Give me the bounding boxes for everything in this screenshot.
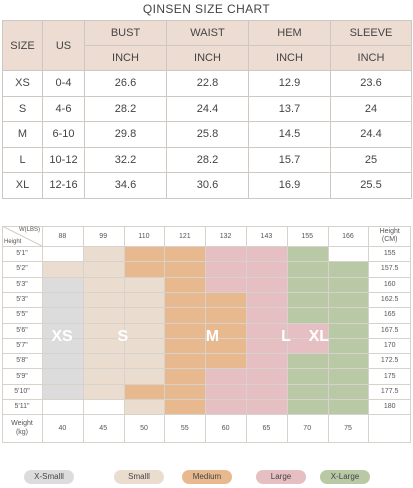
table-cell: M <box>3 122 43 148</box>
table-row <box>3 147 412 173</box>
weight-kg-label: 40 <box>58 424 67 432</box>
zone-cell-xs <box>42 292 83 308</box>
zone-cell-l <box>246 277 287 293</box>
table-cell: 12.9 <box>249 71 331 97</box>
zone-cell-xl <box>328 399 369 415</box>
zone-cell-s <box>83 384 124 400</box>
grid-line <box>2 292 411 293</box>
weight-lbs-label: 166 <box>342 232 354 240</box>
corner-height-label: Height <box>4 239 22 245</box>
zone-cell-l <box>246 353 287 369</box>
table-cell: 28.2 <box>85 96 167 122</box>
zone-cell-m <box>205 353 246 369</box>
zone-cell-l <box>205 261 246 277</box>
table-cell: 24.4 <box>167 96 249 122</box>
height-ft-label: 5'11" <box>14 403 30 411</box>
zone-cell-xs <box>42 384 83 400</box>
zone-cell-m <box>205 307 246 323</box>
table-cell: 25.5 <box>331 173 412 199</box>
table-cell: 16.9 <box>249 173 331 199</box>
table-cell: L <box>3 147 43 173</box>
table-cell: S <box>3 96 43 122</box>
table-cell: 25.8 <box>167 122 249 148</box>
height-ft-label: 5'6" <box>16 326 28 334</box>
zone-cell-xl <box>328 307 369 323</box>
zone-cell-s <box>83 292 124 308</box>
weight-lbs-label: 143 <box>260 232 273 240</box>
table-cell: 14.5 <box>249 122 331 148</box>
zone-cell-xl <box>328 384 369 400</box>
zone-cell-m <box>124 261 165 277</box>
table-cell: 0-4 <box>43 71 85 97</box>
grid-line <box>2 399 411 400</box>
zone-cell-s <box>83 353 124 369</box>
zone-cell-m <box>164 277 205 293</box>
weight-kg-label: 50 <box>140 424 148 432</box>
zone-cell-xl <box>287 292 328 308</box>
zone-cell-s <box>83 307 124 323</box>
grid-line <box>2 246 411 247</box>
grid-line <box>2 368 411 369</box>
zone-cell-l <box>205 246 246 262</box>
zone-label-l: L <box>281 328 291 346</box>
table-cell: XS <box>3 71 43 97</box>
height-ft-label: 5'10" <box>14 387 30 395</box>
weight-kg-label: 55 <box>180 424 189 432</box>
height-ft-label: 5'1" <box>16 250 28 258</box>
header-us: US <box>43 21 85 71</box>
zone-cell-l <box>246 384 287 400</box>
grid-line <box>2 353 411 354</box>
zone-cell-m <box>205 292 246 308</box>
header-waist: WAIST <box>167 21 249 46</box>
grid-line <box>164 226 165 442</box>
height-ft-label: 5'5" <box>16 311 28 319</box>
height-cm-label: 162.5 <box>380 296 399 304</box>
zone-cell-xl <box>287 353 328 369</box>
table-cell: 15.7 <box>249 147 331 173</box>
zone-cell-l <box>246 246 287 262</box>
table-cell: 25 <box>331 147 412 173</box>
table-cell: 24.4 <box>331 122 412 148</box>
table-cell: 29.8 <box>85 122 167 148</box>
table-cell: 28.2 <box>167 147 249 173</box>
table-cell: 34.6 <box>85 173 167 199</box>
unit-waist: INCH <box>167 46 249 71</box>
table-row <box>3 96 412 122</box>
zone-cell-xl <box>328 368 369 384</box>
zone-cell-m <box>164 353 205 369</box>
weight-lbs-label: 132 <box>219 232 232 240</box>
table-cell: 23.6 <box>331 71 412 97</box>
table-cell: 13.7 <box>249 96 331 122</box>
zone-cell-xs <box>42 368 83 384</box>
zone-cell-l <box>246 292 287 308</box>
height-cm-label: 160 <box>383 280 396 288</box>
header-size: SIZE <box>3 21 43 71</box>
header-bust: BUST <box>85 21 167 46</box>
zone-cell-m <box>164 292 205 308</box>
legend-l: Large <box>256 470 306 484</box>
height-ft-label: 5'3" <box>16 280 28 288</box>
legend-s: Smalll <box>114 470 164 484</box>
grid-line <box>2 261 411 262</box>
zone-cell-xl <box>287 384 328 400</box>
header-sleeve: SLEEVE <box>331 21 412 46</box>
zone-cell-m <box>164 307 205 323</box>
zone-cell-m <box>164 368 205 384</box>
zone-cell-l <box>205 277 246 293</box>
weight-kg-label: 70 <box>303 424 312 432</box>
zone-cell-s <box>124 399 165 415</box>
header-hem: HEM <box>249 21 331 46</box>
weight-lbs-label: 88 <box>58 232 67 240</box>
height-cm-label: 165 <box>383 311 396 319</box>
grid-line <box>2 442 411 443</box>
height-ft-label: 5'8" <box>16 357 28 365</box>
zone-cell-xl <box>287 399 328 415</box>
weight-lbs-label: 110 <box>138 232 150 240</box>
zone-cell-s <box>124 277 165 293</box>
zone-cell-l <box>205 384 246 400</box>
corner-weight-label: W(LBS) <box>19 227 40 233</box>
weight-kg-label: 45 <box>99 424 108 432</box>
zone-cell-s <box>83 261 124 277</box>
zone-cell-xs <box>42 307 83 323</box>
height-ft-label: 5'7" <box>16 341 28 349</box>
table-row <box>3 122 412 148</box>
height-cm-label: 157.5 <box>380 265 399 273</box>
unit-hem: INCH <box>249 46 331 71</box>
grid-line <box>83 226 84 442</box>
zone-cell-s <box>124 292 165 308</box>
table-cell: 10-12 <box>43 147 85 173</box>
weight-kg-label: 60 <box>221 424 230 432</box>
weight-kg-label: 75 <box>344 424 352 432</box>
grid-line <box>42 226 43 442</box>
table-cell: 22.8 <box>167 71 249 97</box>
zone-cell-s <box>83 368 124 384</box>
legend-xs: X-Smalll <box>24 470 74 484</box>
height-weight-chart <box>2 226 411 440</box>
table-cell: 32.2 <box>85 147 167 173</box>
height-cm-label: 172.5 <box>380 357 399 365</box>
zone-cell-xl <box>328 292 369 308</box>
zone-cell-l <box>246 368 287 384</box>
zone-cell-xs <box>42 353 83 369</box>
height-cm-label: 180 <box>383 403 396 411</box>
height-cm-label: 175 <box>383 372 396 380</box>
chart-title: QINSEN SIZE CHART <box>142 2 271 16</box>
zone-cell-m <box>164 246 205 262</box>
corner-cell <box>2 226 42 246</box>
zone-cell-s <box>124 368 165 384</box>
zone-cell-s <box>83 277 124 293</box>
zone-cell-m <box>164 261 205 277</box>
zone-cell-l <box>246 261 287 277</box>
zone-cell-xl <box>328 277 369 293</box>
zone-cell-xl <box>287 368 328 384</box>
table-cell: 26.6 <box>85 71 167 97</box>
table-row <box>3 71 412 97</box>
zone-cell-xl <box>287 277 328 293</box>
zone-cell-s <box>124 353 165 369</box>
table-cell: 30.6 <box>167 173 249 199</box>
zone-cell-m <box>124 246 165 262</box>
zone-cell-s <box>124 307 165 323</box>
zone-label-s: S <box>117 328 129 346</box>
unit-bust: INCH <box>85 46 167 71</box>
zone-cell-m <box>164 384 205 400</box>
weight-kg-label: 65 <box>262 424 271 432</box>
zone-cell-l <box>246 307 287 323</box>
zone-cell-m <box>124 384 165 400</box>
height-cm-label: 170 <box>383 341 396 349</box>
grid-line <box>246 226 247 442</box>
height-cm-label: 155 <box>383 250 396 258</box>
height-cm-label: 167.5 <box>380 326 399 334</box>
zone-label-xs: XS <box>51 328 73 346</box>
zone-label-xl: XL <box>308 328 330 346</box>
size-table <box>2 20 412 199</box>
height-ft-label: 5'3" <box>16 296 28 304</box>
unit-sleeve: INCH <box>331 46 412 71</box>
height-cm-header: Height (CM) <box>379 228 400 243</box>
table-cell: 4-6 <box>43 96 85 122</box>
zone-cell-xl <box>328 261 369 277</box>
height-ft-label: 5'2" <box>16 265 28 273</box>
zone-label-m: M <box>205 328 220 346</box>
legend-xl: X-Large <box>320 470 370 484</box>
zone-cell-l <box>205 368 246 384</box>
table-cell: XL <box>3 173 43 199</box>
zone-cell-s <box>42 261 83 277</box>
zone-cell-l <box>246 399 287 415</box>
weight-lbs-label: 121 <box>178 232 191 240</box>
zone-cell-xl <box>328 353 369 369</box>
zone-cell-xl <box>287 246 328 262</box>
height-ft-label: 5'9" <box>16 372 28 380</box>
table-cell: 24 <box>331 96 412 122</box>
weight-lbs-label: 155 <box>301 232 314 240</box>
table-cell: 6-10 <box>43 122 85 148</box>
grid-line <box>2 307 411 308</box>
zone-cell-xs <box>42 277 83 293</box>
zone-cell-xl <box>287 307 328 323</box>
table-row <box>3 173 412 199</box>
height-cm-label: 177.5 <box>380 387 399 395</box>
grid-line <box>2 277 411 278</box>
zone-cell-s <box>83 246 124 262</box>
zone-cell-m <box>164 399 205 415</box>
size-legend <box>2 470 411 486</box>
legend-m: Medium <box>182 470 232 484</box>
grid-line <box>2 384 411 385</box>
grid-line <box>2 323 411 324</box>
weight-lbs-label: 99 <box>99 232 108 240</box>
weight-kg-row-label: Weight (kg) <box>11 420 33 437</box>
zone-cell-xl <box>287 261 328 277</box>
table-cell: 12-16 <box>43 173 85 199</box>
zone-cell-l <box>205 399 246 415</box>
